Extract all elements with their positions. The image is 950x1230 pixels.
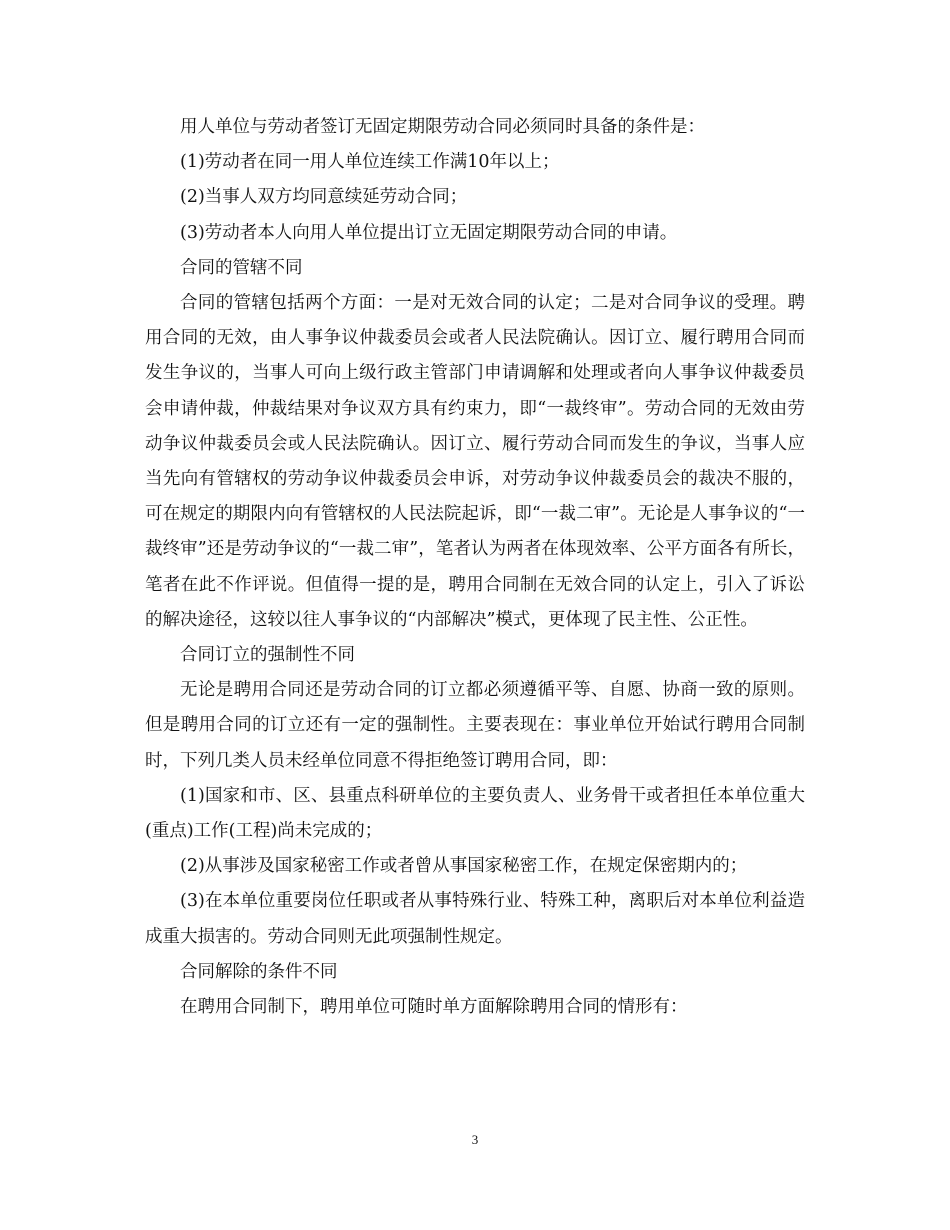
paragraph-mandatory-1: (1)国家和市、区、县重点科研单位的主要负责人、业务骨干或者担任本单位重大(重点)工作(工程)尚未完成的；: [145, 785, 805, 842]
paragraph-mandatory-2: (2)从事涉及国家秘密工作或者曾从事国家秘密工作，在规定保密期内的；: [180, 856, 748, 877]
section-heading-termination: 合同解除的条件不同: [180, 961, 338, 982]
page-number: 3: [471, 1132, 479, 1147]
paragraph-condition-1: (1)劳动者在同一用人单位连续工作满10年以上；: [180, 152, 560, 173]
paragraph-mandatory-3: (3)在本单位重要岗位任职或者从事特殊行业、特殊工种，离职后对本单位利益造成重大损害的。劳动合同则无此项强制性规定。: [145, 891, 805, 947]
paragraph-condition-2: (2)当事人双方均同意续延劳动合同；: [180, 187, 468, 208]
paragraph-conditions-intro: 用人单位与劳动者签订无固定期限劳动合同必须同时具备的条件是：: [180, 117, 705, 137]
paragraph-termination-intro: 在聘用合同制下，聘用单位可随时单方面解除聘用合同的情形有：: [180, 997, 688, 1018]
paragraph-jurisdiction: 合同的管辖包括两个方面：一是对无效合同的认定；二是对合同争议的受理。聘用合同的无效，由人事争议仲裁委员会或者人民法院确认。因订立、履行聘用合同而发生争议的，当事人可向上级行政主管部门申请调解和处理或者向人事争议仲裁委员会申请仲裁，仲裁结果对争议双方具有约束力，即“一裁终审”。劳动合同的无效由劳动争议仲裁委员会或人民法院确认。因订立、履行劳动合同而发生的争议，当事人应当先向有管辖权的劳动争议仲裁委员会申诉，对劳动争议仲裁委员会的裁决不服的，可在规定的期限内向有管辖权的人民法院起诉，即“一裁二审”。无论是人事争议的“一裁终审”还是劳动争议的“一裁二审”，笔者认为两者在体现效率、公平方面各有所长，笔者在此不作评说。但值得一提的是，聘用合同制在无效合同的认定上，引入了诉讼的解决途径，这较以往人事争议的“内部解决”模式，更体现了民主性、公正性。: [145, 293, 805, 630]
paragraph-condition-3: (3)劳动者本人向用人单位提出订立无固定期限劳动合同的申请。: [180, 222, 678, 243]
section-heading-mandatory: 合同订立的强制性不同: [180, 645, 355, 666]
paragraph-mandatory-intro: 无论是聘用合同还是劳动合同的订立都必须遵循平等、自愿、协商一致的原则。但是聘用合同的订立还有一定的强制性。主要表现在：事业单位开始试行聘用合同制时，下列几类人员未经单位同意不得拒绝签订聘用合同，即：: [145, 680, 805, 771]
section-heading-jurisdiction: 合同的管辖不同: [180, 257, 303, 278]
document-body: [145, 110, 805, 1025]
